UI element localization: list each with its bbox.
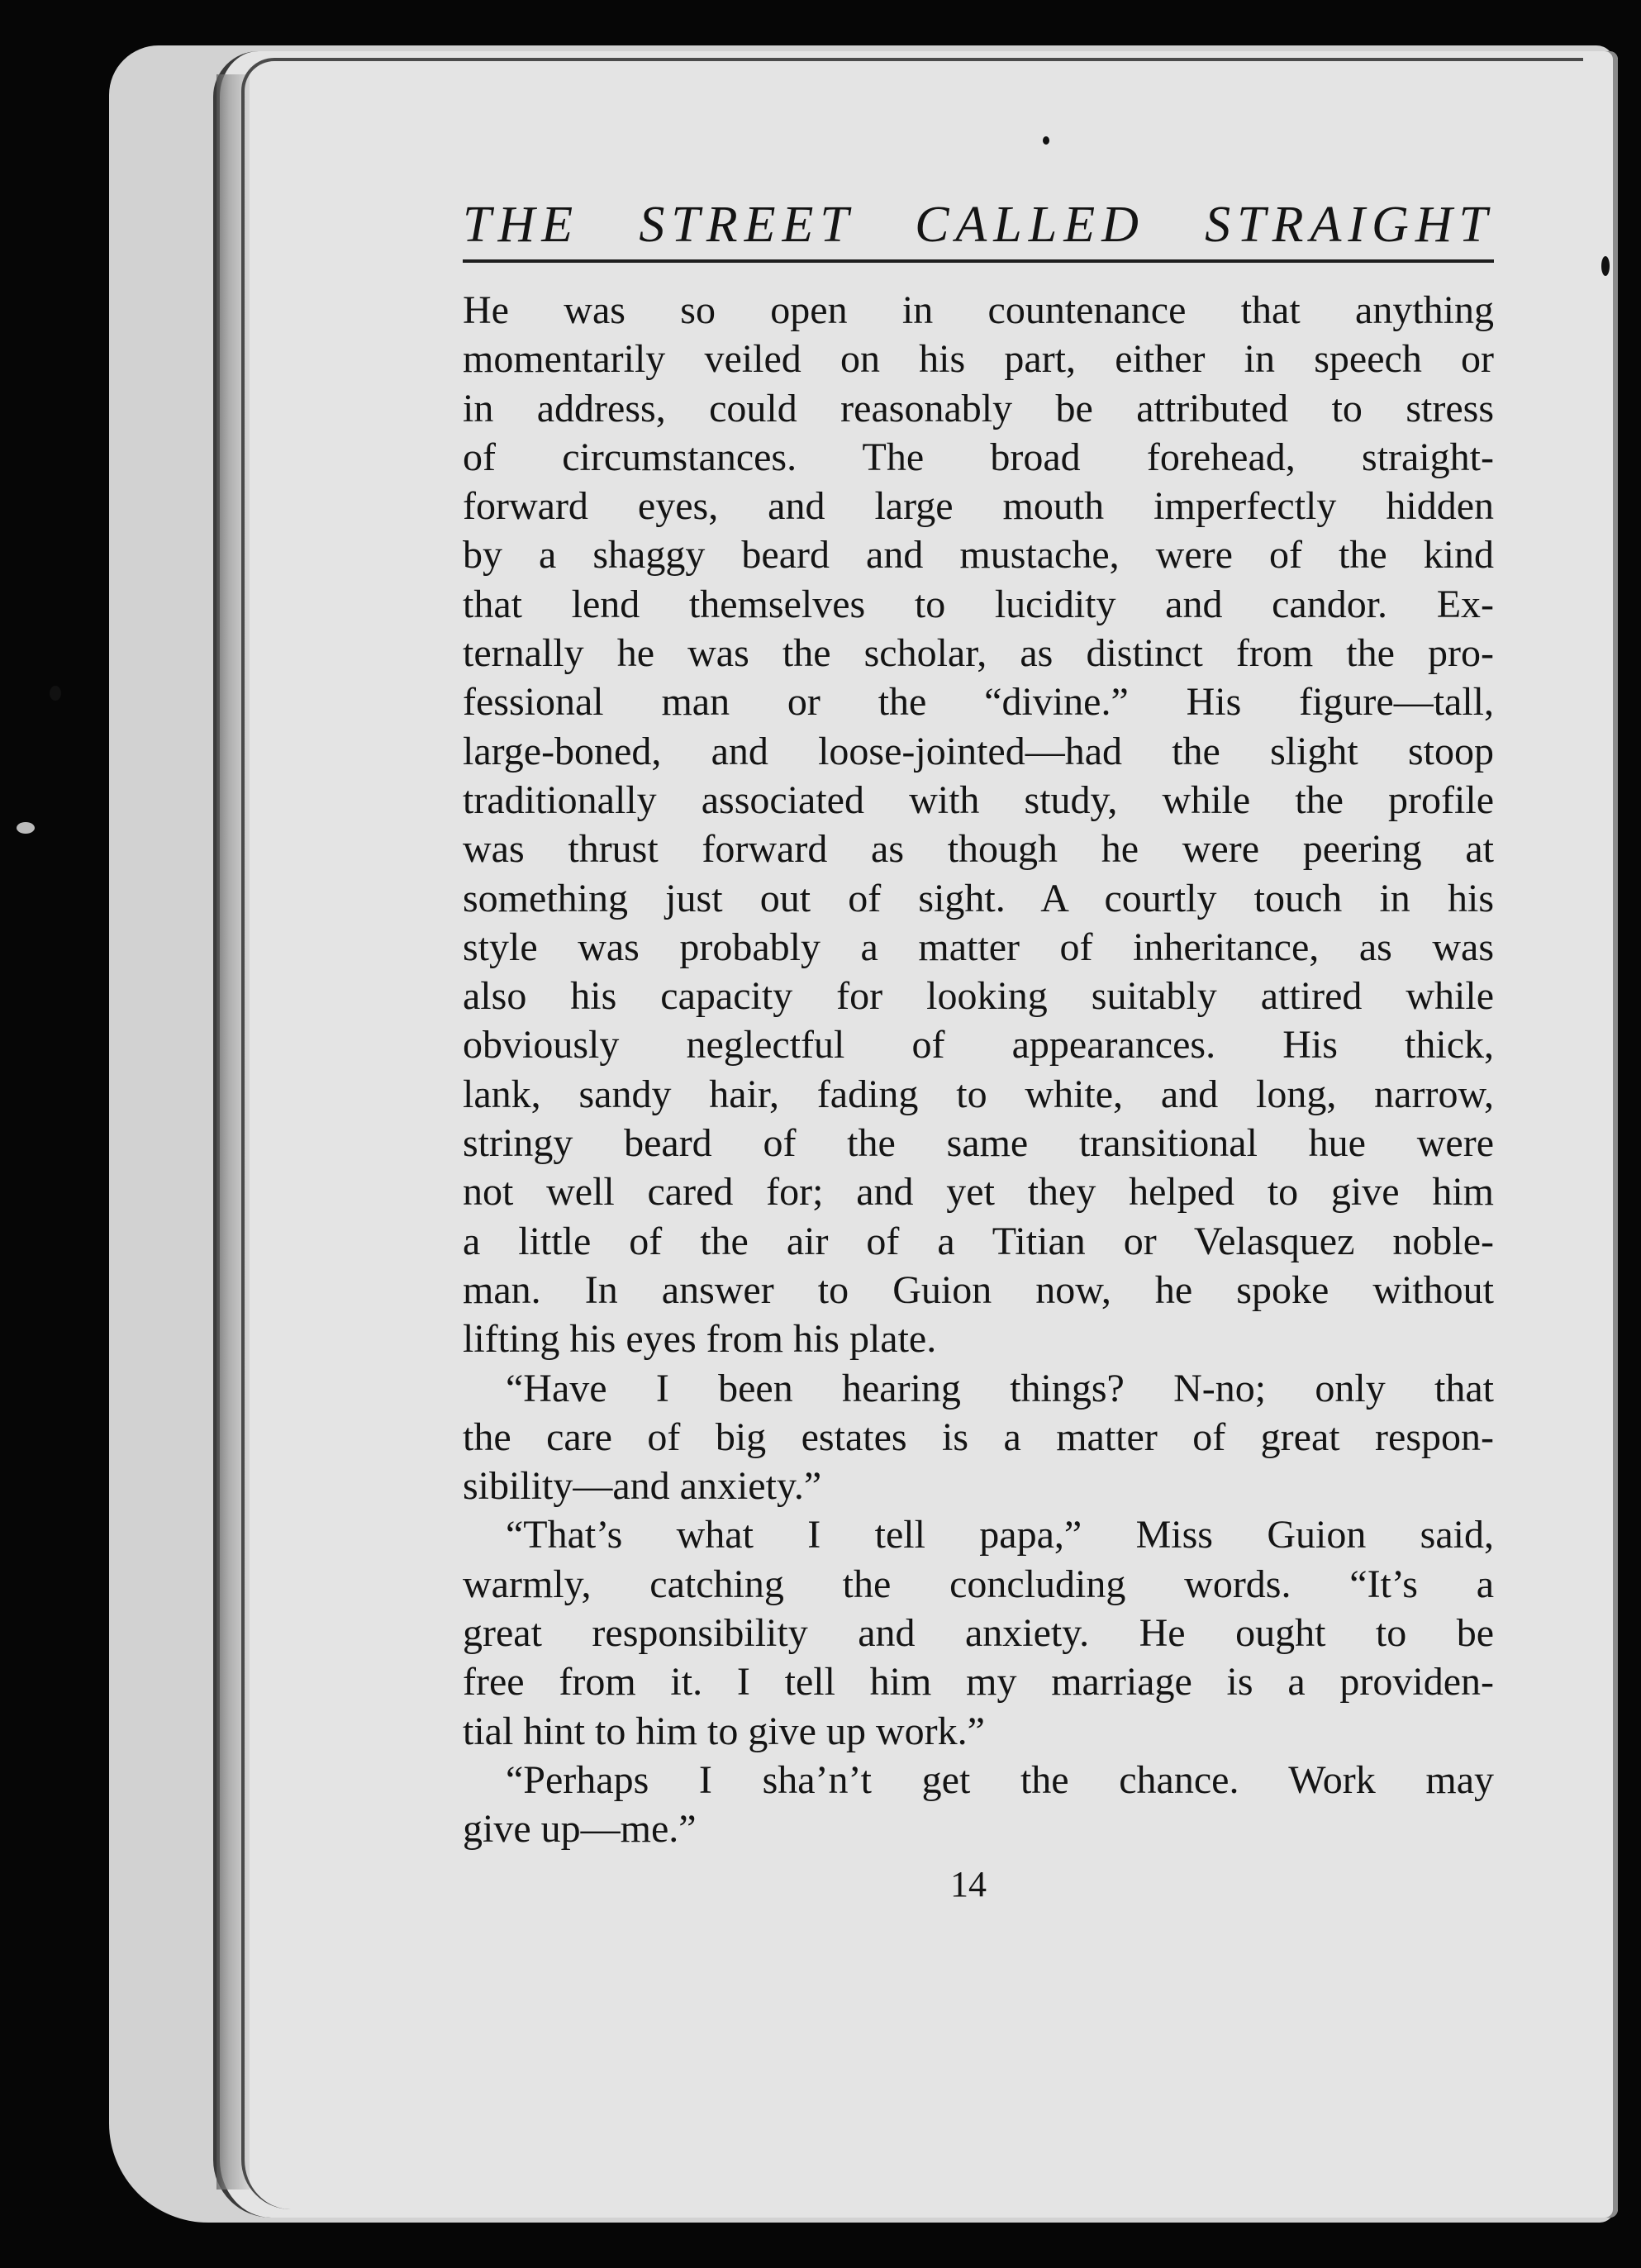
text-line: momentarily veiled on his part, either in speech or: [463, 337, 1494, 382]
text-line: He was so open in countenance that anything: [463, 288, 1494, 332]
text-line: fessional man or the “divine.” His figure—tall,: [463, 680, 1494, 725]
text-line: not well cared for; and yet they helped to give him: [463, 1170, 1494, 1215]
page-text: [463, 192, 1494, 1854]
text-line: give up—me.”: [463, 1807, 697, 1852]
text-line: something just out of sight. A courtly touch in his: [463, 876, 1494, 920]
text-line: “Have I been hearing things? N-no; only that: [506, 1366, 1494, 1410]
ink-speck: [50, 686, 61, 701]
text-line: the care of big estates is a matter of great respon-: [463, 1415, 1494, 1459]
text-line: warmly, catching the concluding words. “It’s a: [463, 1562, 1494, 1606]
text-line: forward eyes, and large mouth imperfectly hidden: [463, 484, 1494, 529]
text-line: free from it. I tell him my marriage is a providen-: [463, 1660, 1494, 1705]
text-line: by a shaggy beard and mustache, were of the kind: [463, 533, 1494, 578]
text-line: large-boned, and loose-jointed—had the slight stoop: [463, 729, 1494, 773]
text-line: was thrust forward as though he were peering at: [463, 827, 1494, 872]
text-line: in address, could reasonably be attributed to stress: [463, 386, 1494, 430]
text-line: of circumstances. The broad forehead, straight-: [463, 435, 1494, 479]
text-line: style was probably a matter of inheritance, as was: [463, 925, 1494, 969]
ink-speck: [1601, 256, 1610, 276]
text-line: “That’s what I tell papa,” Miss Guion said,: [506, 1513, 1494, 1557]
text-line: stringy beard of the same transitional hue were: [463, 1121, 1494, 1166]
running-head-word: CALLED: [915, 197, 1145, 253]
text-line: lifting his eyes from his plate.: [463, 1317, 937, 1362]
text-line: lank, sandy hair, fading to white, and long, narrow,: [463, 1072, 1494, 1116]
text-line: great responsibility and anxiety. He ought to be: [463, 1611, 1494, 1656]
text-line: man. In answer to Guion now, he spoke without: [463, 1267, 1494, 1312]
text-line: that lend themselves to lucidity and candor. Ex-: [463, 582, 1494, 626]
text-line: “Perhaps I sha’n’t get the chance. Work may: [506, 1757, 1494, 1802]
text-line: tial hint to him to give up work.”: [463, 1709, 985, 1753]
text-line: ternally he was the scholar, as distinct from the pro-: [463, 631, 1494, 676]
text-line: a little of the air of a Titian or Velasquez noble-: [463, 1219, 1494, 1263]
running-head: [463, 192, 1494, 263]
text-line: obviously neglectful of appearances. His thick,: [463, 1023, 1494, 1067]
running-head-word: STRAIGHT: [1205, 197, 1494, 253]
text-line: sibility—and anxiety.”: [463, 1464, 822, 1509]
ink-speck: [1043, 136, 1049, 145]
running-head-word: STREET: [639, 197, 855, 253]
ink-speck: [17, 822, 35, 834]
page-number: 14: [950, 1864, 987, 1904]
text-line: traditionally associated with study, while the profile: [463, 777, 1494, 822]
text-line: also his capacity for looking suitably attired while: [463, 974, 1494, 1019]
running-head-word: THE: [463, 197, 580, 253]
